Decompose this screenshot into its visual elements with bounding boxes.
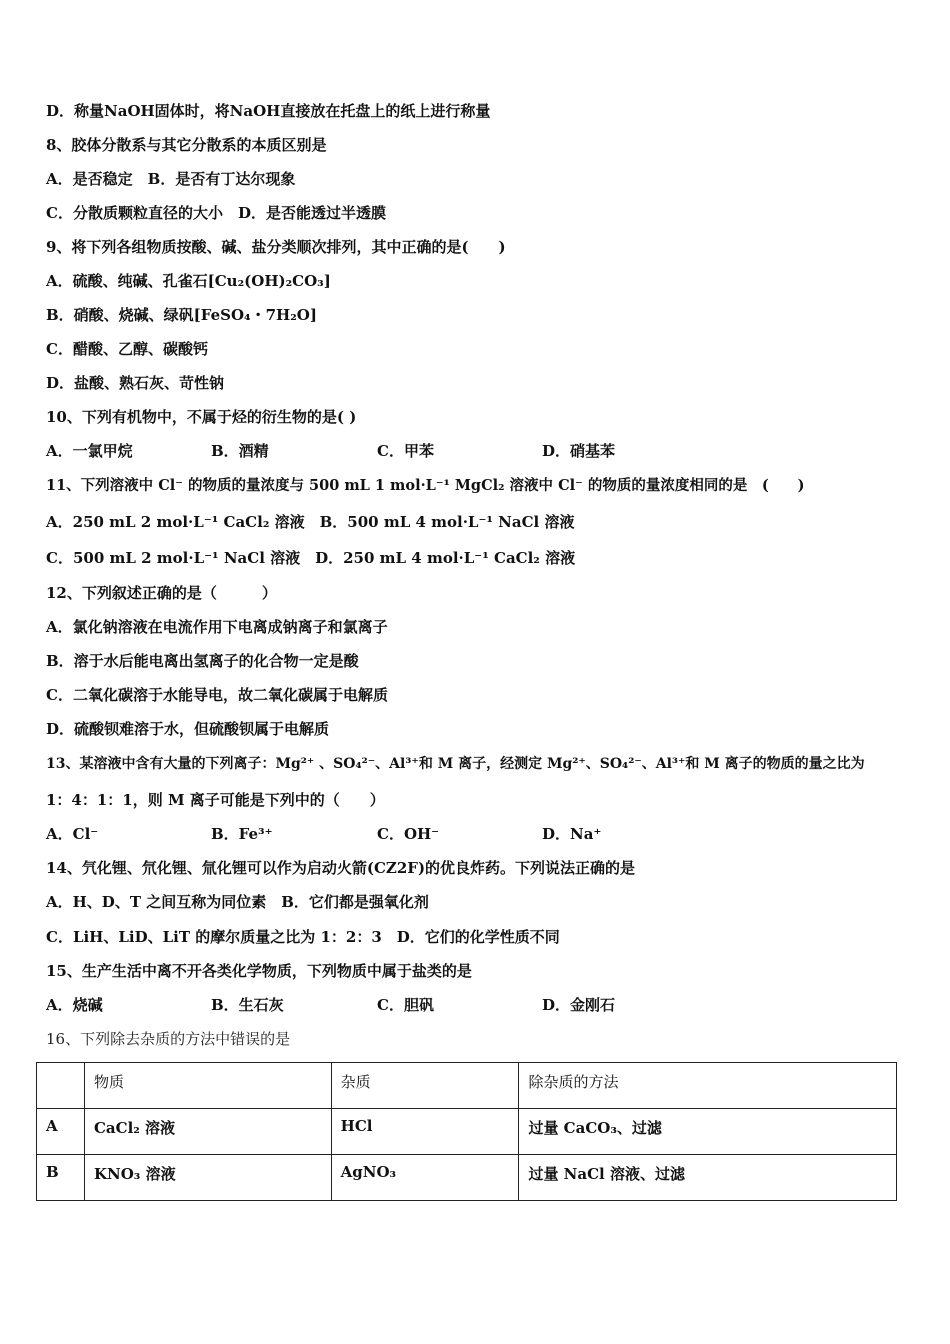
q14-stem: 14、氕化锂、氘化锂、氚化锂可以作为启动火箭(CZ2F)的优良炸药。下列说法正确的是: [46, 859, 636, 877]
q13-option-d: D．Na⁺: [542, 825, 602, 843]
q10-option-a: A．一氯甲烷: [46, 442, 133, 460]
q9-option-d: D．盐酸、熟石灰、苛性钠: [46, 374, 225, 392]
q11-options-ab: A．250 mL 2 mol·L⁻¹ CaCl₂ 溶液 B．500 mL 4 mol·L⁻¹ NaCl 溶液: [46, 513, 575, 531]
q9-option-b: B．硝酸、烧碱、绿矾[FeSO₄・7H₂O]: [46, 306, 317, 324]
q10-stem: 10、下列有机物中，不属于烃的衍生物的是( ): [46, 408, 357, 426]
table-row: [37, 1109, 897, 1155]
q13-option-b: B．Fe³⁺: [211, 825, 273, 843]
q15-option-c: C．胆矾: [377, 996, 434, 1014]
q14-options-cd: C．LiH、LiD、LiT 的摩尔质量之比为 1：2：3 D．它们的化学性质不同: [46, 928, 560, 946]
q12-option-b: B．溶于水后能电离出氢离子的化合物一定是酸: [46, 652, 359, 670]
table-cell: B: [37, 1155, 85, 1201]
q9-option-c: C．醋酸、乙醇、碳酸钙: [46, 340, 208, 358]
table-header-cell: 杂质: [331, 1063, 519, 1109]
table-cell: HCl: [331, 1109, 519, 1155]
q10-option-b: B．酒精: [211, 442, 269, 460]
q13-stem: 13、某溶液中含有大量的下列离子：Mg²⁺ 、SO₄²⁻、Al³⁺和 M 离子，经测定 Mg²⁺、SO₄²⁻、Al³⁺和 M 离子的物质的量之比为: [46, 756, 865, 772]
table-header-cell: 物质: [84, 1063, 331, 1109]
q13-stem-cont: 1：4：1：1，则 M 离子可能是下列中的（ ）: [46, 791, 385, 809]
q10-option-d: D．硝基苯: [542, 442, 616, 460]
q15-option-a: A．烧碱: [46, 996, 103, 1014]
table-header-cell: 除杂质的方法: [519, 1063, 897, 1109]
q15-stem: 15、生产生活中离不开各类化学物质，下列物质中属于盐类的是: [46, 962, 472, 980]
table-cell: 过量 CaCO₃、过滤: [519, 1109, 897, 1155]
q7-option-d: D．称量NaOH固体时，将NaOH直接放在托盘上的纸上进行称量: [46, 102, 491, 120]
q15-option-d: D．金刚石: [542, 996, 616, 1014]
table-cell: A: [37, 1109, 85, 1155]
q16-stem: 16、下列除去杂质的方法中错误的是: [46, 1030, 291, 1048]
q12-option-c: C．二氧化碳溶于水能导电，故二氧化碳属于电解质: [46, 686, 388, 704]
q8-options-cd: C．分散质颗粒直径的大小 D．是否能透过半透膜: [46, 204, 386, 222]
q12-option-d: D．硫酸钡难溶于水，但硫酸钡属于电解质: [46, 720, 330, 738]
q12-option-a: A．氯化钠溶液在电流作用下电离成钠离子和氯离子: [46, 618, 388, 636]
table-cell: AgNO₃: [331, 1155, 519, 1201]
impurity-table: [36, 1062, 897, 1201]
q8-stem: 8、胶体分散系与其它分散系的本质区别是: [46, 136, 327, 154]
table-cell: KNO₃ 溶液: [84, 1155, 331, 1201]
q9-option-a: A．硫酸、纯碱、孔雀石[Cu₂(OH)₂CO₃]: [46, 272, 331, 290]
q10-option-c: C．甲苯: [377, 442, 434, 460]
q12-stem: 12、下列叙述正确的是（ ）: [46, 584, 277, 602]
table-cell: 过量 NaCl 溶液、过滤: [519, 1155, 897, 1201]
q15-option-b: B．生石灰: [211, 996, 284, 1014]
q13-option-a: A．Cl⁻: [46, 825, 99, 843]
table-row: [37, 1155, 897, 1201]
table-header-row: [37, 1063, 897, 1109]
q9-stem: 9、将下列各组物质按酸、碱、盐分类顺次排列，其中正确的是( ): [46, 238, 506, 256]
q8-options-ab: A．是否稳定 B．是否有丁达尔现象: [46, 170, 296, 188]
q11-options-cd: C．500 mL 2 mol·L⁻¹ NaCl 溶液 D．250 mL 4 mol·L⁻¹ CaCl₂ 溶液: [46, 549, 576, 567]
q14-options-ab: A．H、D、T 之间互称为同位素 B．它们都是强氧化剂: [46, 893, 429, 911]
table-cell: CaCl₂ 溶液: [84, 1109, 331, 1155]
q13-option-c: C．OH⁻: [377, 825, 440, 843]
q11-stem: 11、下列溶液中 Cl⁻ 的物质的量浓度与 500 mL 1 mol·L⁻¹ MgCl₂ 溶液中 Cl⁻ 的物质的量浓度相同的是 ( ): [46, 477, 805, 494]
table-header-cell: [37, 1063, 85, 1109]
